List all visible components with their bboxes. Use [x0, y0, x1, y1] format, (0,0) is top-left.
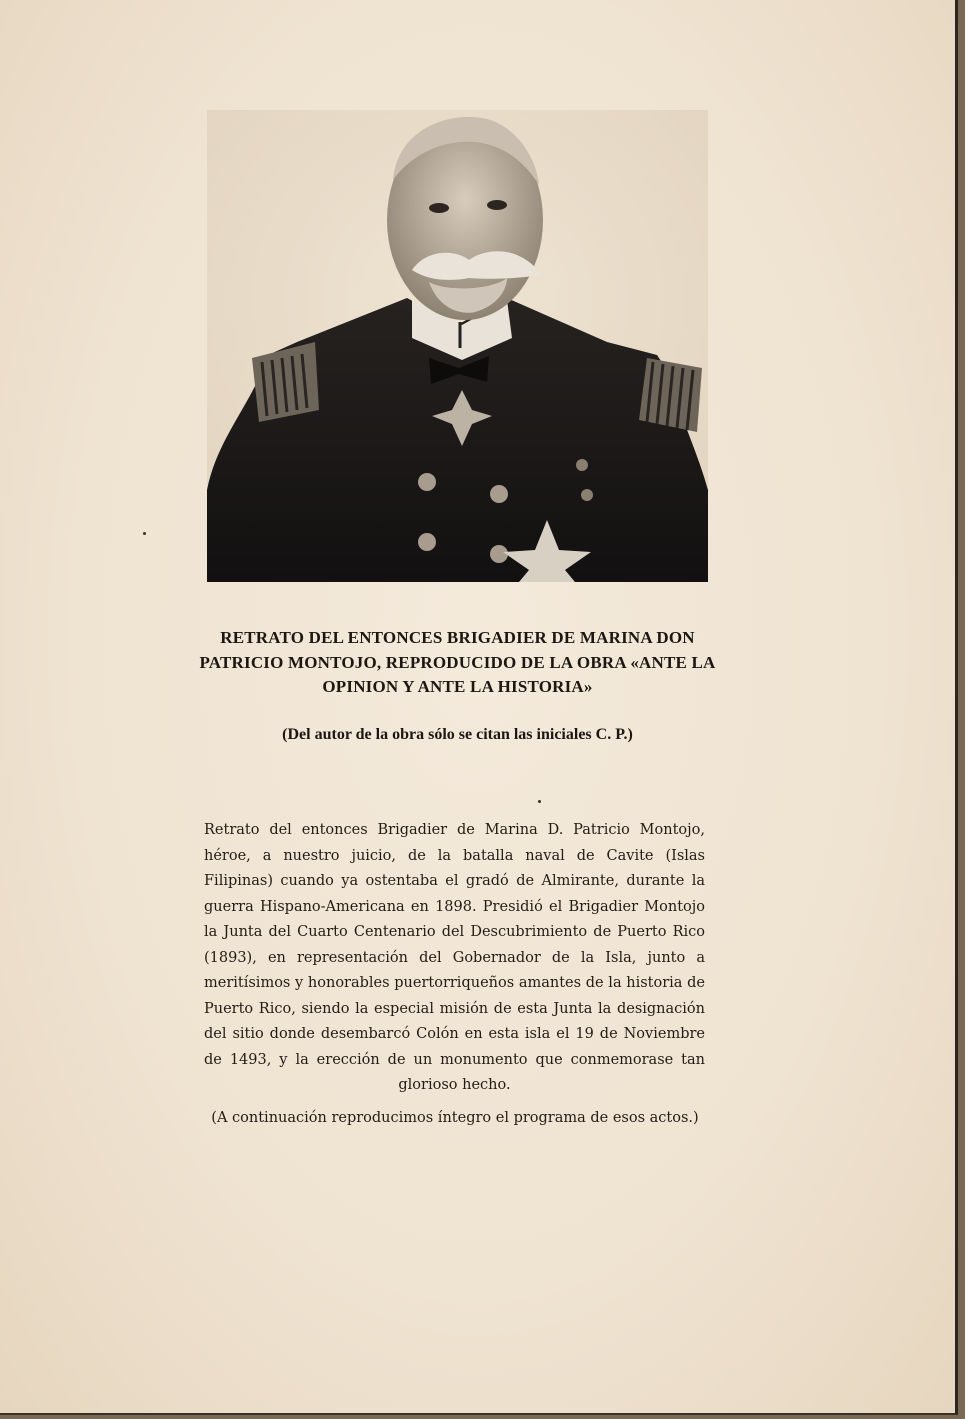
paper-speck [143, 532, 146, 535]
continuation-note: (A continuación reproducimos íntegro el programa de esos actos.) [211, 1110, 699, 1126]
portrait-caption: RETRATO DEL ENTONCES BRIGADIER DE MARINA DON PATRICIO MONTOJO, REPRODUCIDO DE LA OBRA «ANTE LA OPINION Y ANTE LA HISTORIA» [199, 628, 716, 696]
paper-speck [538, 800, 541, 803]
author-attribution: (Del autor de la obra sólo se citan las iniciales C. P.) [282, 726, 633, 743]
description-paragraph: Retrato del entonces Brigadier de Marina D. Patricio Montojo, héroe, a nuestro juicio, de la batalla naval de Cavite (Islas Filipinas) cuando ya ostentaba el gradó de Almirante, durante la guerra Hispano-Americana en 1898. Presidió el Brigadier Montojo la Junta del Cuarto Centenario del Descubrimiento de Puerto Rico (1893), en representación del Gobernador de la Isla, junto a meritísimos y honorables puertorriqueños amantes de la historia de Puerto Rico, siendo la especial misión de esta Junta la designación del sitio donde desembarcó Colón en esta isla el 19 de Noviembre de 1493, y la erección de un monumento que conmemorase tan glorioso hecho. [204, 822, 705, 1093]
portrait-photograph [207, 110, 708, 582]
